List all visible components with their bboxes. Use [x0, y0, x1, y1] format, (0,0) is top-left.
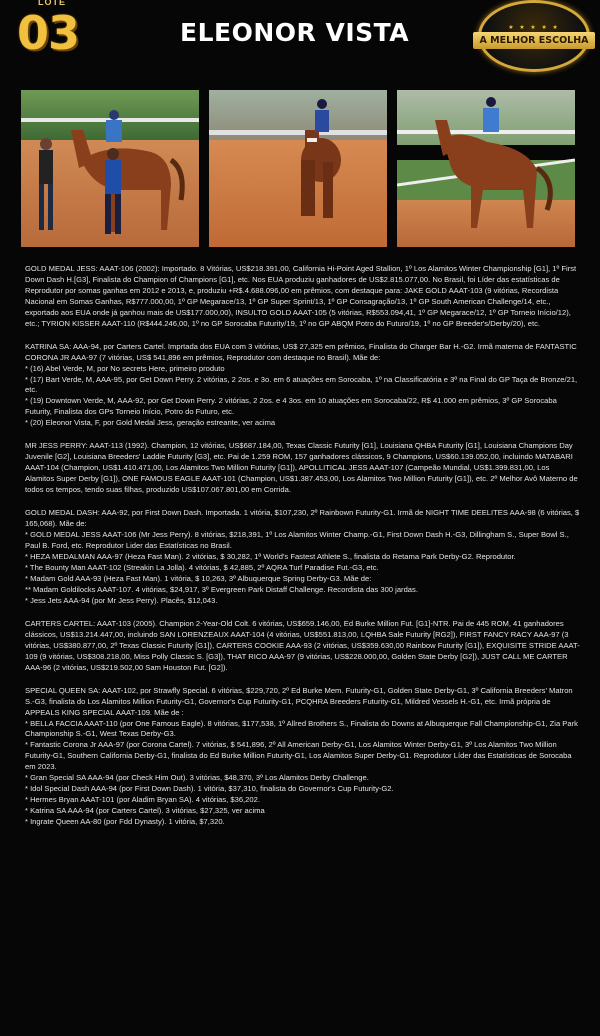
horse-photo-side [397, 90, 575, 247]
paternal-granddam-offspring-item: * GOLD MEDAL JESS AAAT-106 (Mr Jess Perry). 8 vitórias, $218,391, 1º Los Alamitos Winter Champ.-G1, First Down Dash H.-G3, Dillingham S., Super Bowl S., Paul B. Ford, etc. Reprodutor Lider das Estatísticas no Brasil. [25, 530, 569, 551]
maternal-granddam-offspring-item: * Ingrate Queen AA-80 (por Fdd Dynasty). 1 vitória, $7,320. [25, 816, 225, 826]
dam-offspring-item: * (20) Eleonor Vista, F, por Gold Medal Jess, geração estreante, ver acima [25, 418, 276, 428]
maternal-granddam-offspring-item: * Katrina SA AAA-94 (por Carters Cartel). 3 vitórias, $27,325, ver acima [25, 805, 265, 815]
pedigree-text [25, 264, 580, 840]
dam-offspring-item: * (16) Abel Verde, M, por No secrets Here, primeiro produto [25, 363, 225, 373]
paternal-granddam-text: GOLD MEDAL DASH: AAA-92, por First Down Dash. Importada. 1 vitória, $107,230, 2º Rainbown Futurity-G1. Irmã de NIGHT TIME DEELITES AAA-98 (6 vitórias, $ 165,068). Mãe de: [25, 508, 580, 529]
sire-text: GOLD MEDAL JESS: AAAT-106 (2002): Importado. 8 Vitórias, US$218.391,00, California Hi-Point Aged Stallion, 1º Los Alamitos Winter Championship [G1], 1º First Down Dash H.[G3], Finalista do Champion of Champions [G1], etc. Nos EUA produziu ganhadores de US$2.815.077,00. No Brasil, foi Líder das estatísticas de Reprodutor por somas ganhas em 2012 e 2013, e, produziu +R$.4.688.096,00 em prêmios, com destaque para: JAKE GOLD AAAT-103 (9 vitórias, Recordista Nacional em Somas Ganhas, R$777.000,00, 1º GP Megarace/13, 1º GP Super Sprint/13, 1º GP Consagração/13, 1º GP South American Challenge/14, etc., exportado aos EUA onde já ganhou mais de US$177.000,00), INSULTO GOLD AAAT-105 (5 vitórias, R$553.094,41, 1º GP Megarace/12, 1º GP Torneio Início/12), etc.; TYRION KISSER AAAT-110 (R$444.246,00, 1º no GP Sorocaba Futurity/19, 1º no GP ABQM Potro do Futuro/19, 1º no GP Breeder's/Derby/20), etc. [25, 264, 577, 328]
lot-label: LOTE [38, 0, 66, 7]
paternal-granddam-offspring-item: ** Madam Goldilocks AAAT-107. 4 vitórias, $24,917, 3º Evergreen Park Distaff Challenge. Recordista das 300 jardas. [25, 584, 418, 594]
maternal-grandsire-text: CARTERS CARTEL: AAAT-103 (2005). Champion 2-Year-Old Colt. 6 vitórias, US$659.146,00, Ed Burke Million Fut. [G1]-NTR. Pai de 445 ROM, 41 ganhadores clássicos, US$13.214.447,00, incluindo SAN LORENZEAUX AAAT-104 (4 vitórias, US$551.813,00, LQHBA Sale Futurity [RG2]), FIRST FANCY RACY AAA-97 (3 vitórias, US$380.877,00, 2º Texas Classic Futurity [G1]), CARTERS COOKIE AAA-93 (2 vitórias, US$359.630,00 Rainbow Futurity [G1]), EXQUISITE STRIDE AAAT-109 (9 vitórias, US$308.218,00, Miss Polly Classic S. [G3]), THAT RICO AAA-97 (9 vitórias, US$228.000,00, Golden State Derby [G2]), JUST CALL ME CARTER AAA-96 (2 vitórias, US$219.502,00 Sam Houston Fut. [G2]). [25, 618, 580, 672]
badge-stars-icon: ★ ★ ★ ★ ★ [508, 24, 560, 31]
paternal-grandsire-text: MR JESS PERRY: AAAT-113 (1992). Champion, 12 vitórias, US$687.184,00, Texas Classic Futurity [G1], Louisiana QHBA Futurity [G1], Louisiana Champions Day Juvenile [G2], Louisiana Breeders' Laddie Futurity [G3], etc. Pai de 1.259 ROM, 157 ganhadores clássicos, 9 Champions, US$60.139.052,00, incluindo MATABARI AAAT-104 (Champion, US$1.410.471,00, Los Alamitos Two Million Futurity [G1]), APOLLITICAL JESS AAAT-107 (Campeão Mundial, US$1.399.831,00, Los Alamitos Super Derby [G1]), ONE FAMOUS EAGLE AAAT-101 (Champion, US$1.387.453,00, Los Alamitos Two Million Futurity [G1]), etc. 2º Melhor Avô Materno de todos os tempos, tendo suas filhas, produzido US$107.067.801,00 em Corrida. [25, 441, 578, 495]
maternal-granddam-offspring-item: * Fantastic Corona Jr AAA-97 (por Corona Cartel). 7 vitórias, $ 541,896, 2º All American Derby-G1, Los Alamitos Winter Derby-G1, 3º Los Alamitos Two Million Futurity-G1, Southern California Derby-G1, finalista do Ed Burke Million Futurity-G1, Los Alamitos Super Derby-G1. Reprodutor Líder das Estatísticas de Sorocaba em 2023. [25, 740, 572, 772]
maternal-granddam-offspring-item: * BELLA FACCIA AAAT-110 (por One Famous Eagle). 8 vitórias, $177,538, 1º Allred Brothers S., Finalista do Downs at Albuquerque Fall Championship-G1, Zia Park Championship S.-G1, West Texas Derby-G3. [25, 718, 578, 739]
dam-offspring-item: * (17) Bart Verde, M, AAA-95, por Get Down Perry. 2 vitórias, 2 2os. e 3o. em 6 atuações em Sorocaba, 1º na Classificatória e 3º na Final do GP Taça de Bronze/21, etc. [25, 374, 578, 395]
badge-ribbon: A MELHOR ESCOLHA [473, 32, 594, 49]
photo-strip [21, 90, 579, 248]
horse-name-title: ELEONOR VISTA [180, 18, 410, 47]
dam-paragraph [25, 342, 580, 429]
maternal-granddam-paragraph [25, 686, 580, 828]
paternal-grandsire-paragraph [25, 441, 580, 496]
maternal-grandsire-paragraph [25, 619, 580, 674]
paternal-granddam-paragraph [25, 508, 580, 606]
dam-text: KATRINA SA: AAA-94, por Carters Cartel. Imprtada dos EUA com 3 vitórias, US$ 27,325 em prêmios, Finalista do Charger Bar H.-G2. Irmã materna de FANTASTIC CORONA JR AAA-97 (7 vitórias, US$ 541,896 em prêmios, Reprodutor com destaque no Brasil). Mãe de: [25, 341, 577, 362]
lot-number: 03 [17, 6, 80, 60]
maternal-granddam-offspring-item: * Gran Special SA AAA-94 (por Check Him Out). 3 vitórias, $48,370, 3º Los Alamitos Derby Challenge. [25, 773, 369, 783]
sire-paragraph [25, 264, 580, 329]
horse-photo-with-handlers [21, 90, 199, 247]
paternal-granddam-offspring-item: * The Bounty Man AAAT-102 (Streakin La Jolla). 4 vitórias, $ 42,885, 2º AQRA Turf Paradise Fut.-G3, etc. [25, 562, 379, 572]
paternal-granddam-offspring-item: * Jess Jets AAA-94 (por Mr Jess Perry). Placês, $12,043. [25, 595, 218, 605]
maternal-granddam-offspring-item: * Idol Special Dash AAA-94 (por First Down Dash). 1 vitória, $37,310, finalista do Governor's Cup Futurity-G2. [25, 784, 394, 794]
horse-photo-front [209, 90, 387, 247]
paternal-granddam-offspring-item: * HEZA MEDALMAN AAA-97 (Heza Fast Man). 2 vitórias, $ 30,282, 1º World's Fastest Athlete S., finalista do Retama Park Derby-G2. Reprodutor. [25, 552, 516, 562]
paternal-granddam-offspring-item: * Madam Gold AAA-93 (Heza Fast Man). 1 vitória, $ 10,263, 3º Albuquerque Spring Derby-G3. Mãe de: [25, 573, 372, 583]
maternal-granddam-text: SPECIAL QUEEN SA: AAAT-102, por Strawfly Special. 6 vitórias, $229,720, 2º Ed Burke Mem. Futurity-G1, Golden State Derby-G1, 3º California Breeders' Matron S.-G3, finalista do Los Alamitos Million Futurity-G1, Governor's Cup Futurity-G1, PCQHRA Breeders Futurity-G1, Mildred Vessels H.-G1, etc. Irmã própria de APPEALS KING SPECIAL AAAT-109. Mãe de : [25, 685, 573, 717]
header [0, 0, 600, 88]
maternal-granddam-offspring-item: * Hermes Bryan AAAT-101 (por Aladim Bryan SA). 4 vitórias, $36,202. [25, 794, 260, 804]
dam-offspring-item: * (19) Downtown Verde, M, AAA-92, por Get Down Perry. 2 vitórias, 2 2os. e 4 3os. em 10 atuações em Sorocaba/22, R$ 41.000 em prêmios, 3º GP Sorocaba Futurity, Finalista dos GPs Torneio Início, Potro do Futuro, etc. [25, 396, 557, 417]
best-choice-badge [478, 0, 590, 72]
